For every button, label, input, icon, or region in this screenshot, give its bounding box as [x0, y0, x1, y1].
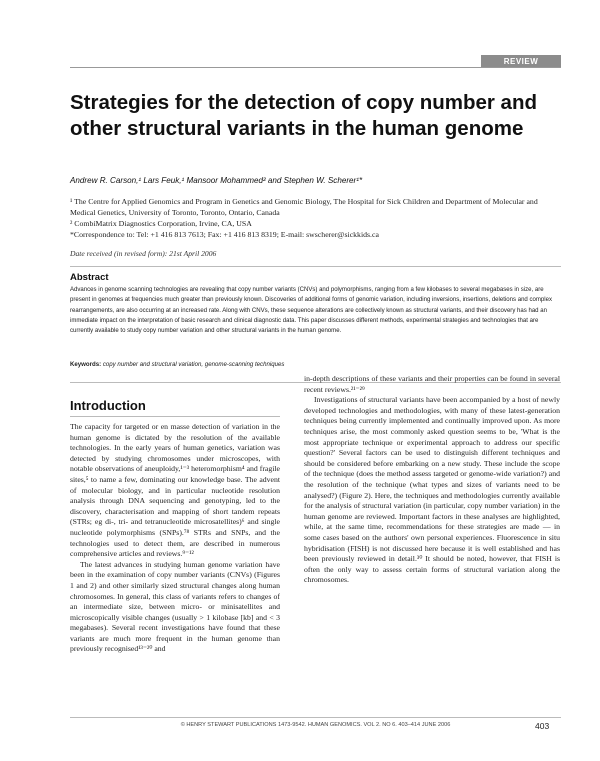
- body-column-right: [304, 374, 560, 586]
- article-title: Strategies for the detection of copy number and other structural variants in the human genome: [70, 91, 538, 140]
- abstract-heading: Abstract: [70, 272, 109, 283]
- abstract-text: Advances in genome scanning technologies are revealing that copy number variants (CNVs) and polymorphisms, ranging from a few kilobases to several megabases in size, are present in genomes at frequencies much greater than previously known. Discoveries of additional forms of genomic variation, including inversions, insertions, deletions and complex rearrangements, are also occurring at an increased rate. Along with CNVs, these sequence alterations are collectively known as structural variants, and their discovery has had an immediate impact on the interpretation of basic research and clinical diagnostic data. This paper discusses different methods, experimental strategies and technologies that are currently available to study copy number variation and other structural variants in the human genome.: [70, 287, 552, 335]
- date-received: Date received (in revised form): 21st April 2006: [70, 249, 217, 258]
- paragraph: in-depth descriptions of these variants and their properties can be found in several recent reviews.²¹⁻²⁹: [304, 374, 560, 394]
- correspondence: *Correspondence to: Tel: +1 416 813 7613; Fax: +1 416 813 8319; E-mail: swscherer@sickkids.ca: [70, 230, 379, 239]
- author-list: Andrew R. Carson,¹ Lars Feuk,¹ Mansoor Mohammed² and Stephen W. Scherer¹*: [70, 176, 363, 185]
- body-column-left: [70, 422, 280, 655]
- footer-divider: [70, 717, 561, 718]
- abstract-divider: [70, 266, 561, 267]
- keywords-line: [70, 361, 560, 368]
- affiliations: [70, 196, 550, 240]
- header-divider: [70, 67, 561, 68]
- paragraph: Investigations of structural variants have been accompanied by a host of newly developed technologies and methodologies, with many of these latest-generation techniques being currently implemented and continually improved upon. As more techniques arise, the most commonly asked question seems to be, 'What is the most appropriate technique or experimental approach to address our specific question?' Several factors can be used to distinguish different techniques and should be considered before embarking on a new study. These include the scope of the technique (does the method assess targeted or genome-wide variation?) and the resolution of the technique (what types and sizes of variants need to be analysed?) (Figure 2). Here, the techniques and methodologies currently available for the analysis of structural variation (in particular, copy number variation) in the human genome are reviewed. Important factors in these analyses are highlighted, while, at the same time, recommendations for these strategies are made — in some cases based on the authors' own personal experiences. Fluorescence in situ hybridisation (FISH) is not discussed here because it is well established and has been previously reviewed in detail.³⁰ It should be noted, however, that FISH is often the only way to assess certain forms of structural variation along the chromosomes.: [304, 395, 560, 585]
- affiliation-2: ² CombiMatrix Diagnostics Corporation, Irvine, CA, USA: [70, 219, 252, 228]
- introduction-divider: [70, 416, 280, 417]
- introduction-heading: Introduction: [70, 398, 146, 413]
- affiliation-1: ¹ The Centre for Applied Genomics and Program in Genetics and Genomic Biology, The Hospital for Sick Children and Department of Molecular and Medical Genetics, University of Toronto, Toronto, Ontario, Canada: [70, 197, 538, 217]
- keywords-text: copy number and structural variation, genome-scanning techniques: [102, 361, 285, 368]
- review-label: REVIEW: [481, 55, 561, 68]
- keywords-label: Keywords:: [70, 361, 102, 368]
- paragraph: The capacity for targeted or en masse detection of variation in the human genome is dictated by the resolution of the available technologies. In the early years of human genetics, variation was detected by studying chromosomes under microscopes, with notable observations of aneuploidy,¹⁻³ heteromorphism⁴ and fragile sites,⁵ to name a few, dominating our knowledge base. The advent of molecular biology, and in particular nucleotide resolution analysis through DNA sequencing and genotyping, led to the discovery, characterisation and mapping of short tandem repeats (STRs; eg di-, tri- and tetranucleotide microsatellites)⁶ and single nucleotide polymorphisms (SNPs).⁷⁸ STRs and SNPs, and the technologies used to detect them, are described in numerous comprehensive articles and reviews.⁹⁻¹²: [70, 422, 280, 559]
- page-number: 403: [535, 721, 550, 731]
- paragraph: The latest advances in studying human genome variation have been in the examination of copy number variants (CNVs) (Figures 1 and 2) and other similarly sized structural changes along human chromosomes. In general, this class of variants refers to changes of an intermediate size, between micro- or minisatellites and microscopically visible changes (usually > 1 kilobase [kb] and < 3 megabases). Several recent investigations have found that these variants are much more frequent in the human genome than previously recognised¹³⁻²⁰ and: [70, 559, 280, 654]
- publication-footer: © HENRY STEWART PUBLICATIONS 1473-9542. HUMAN GENOMICS. VOL 2. NO 6. 403–414 JUNE 2006: [180, 722, 451, 728]
